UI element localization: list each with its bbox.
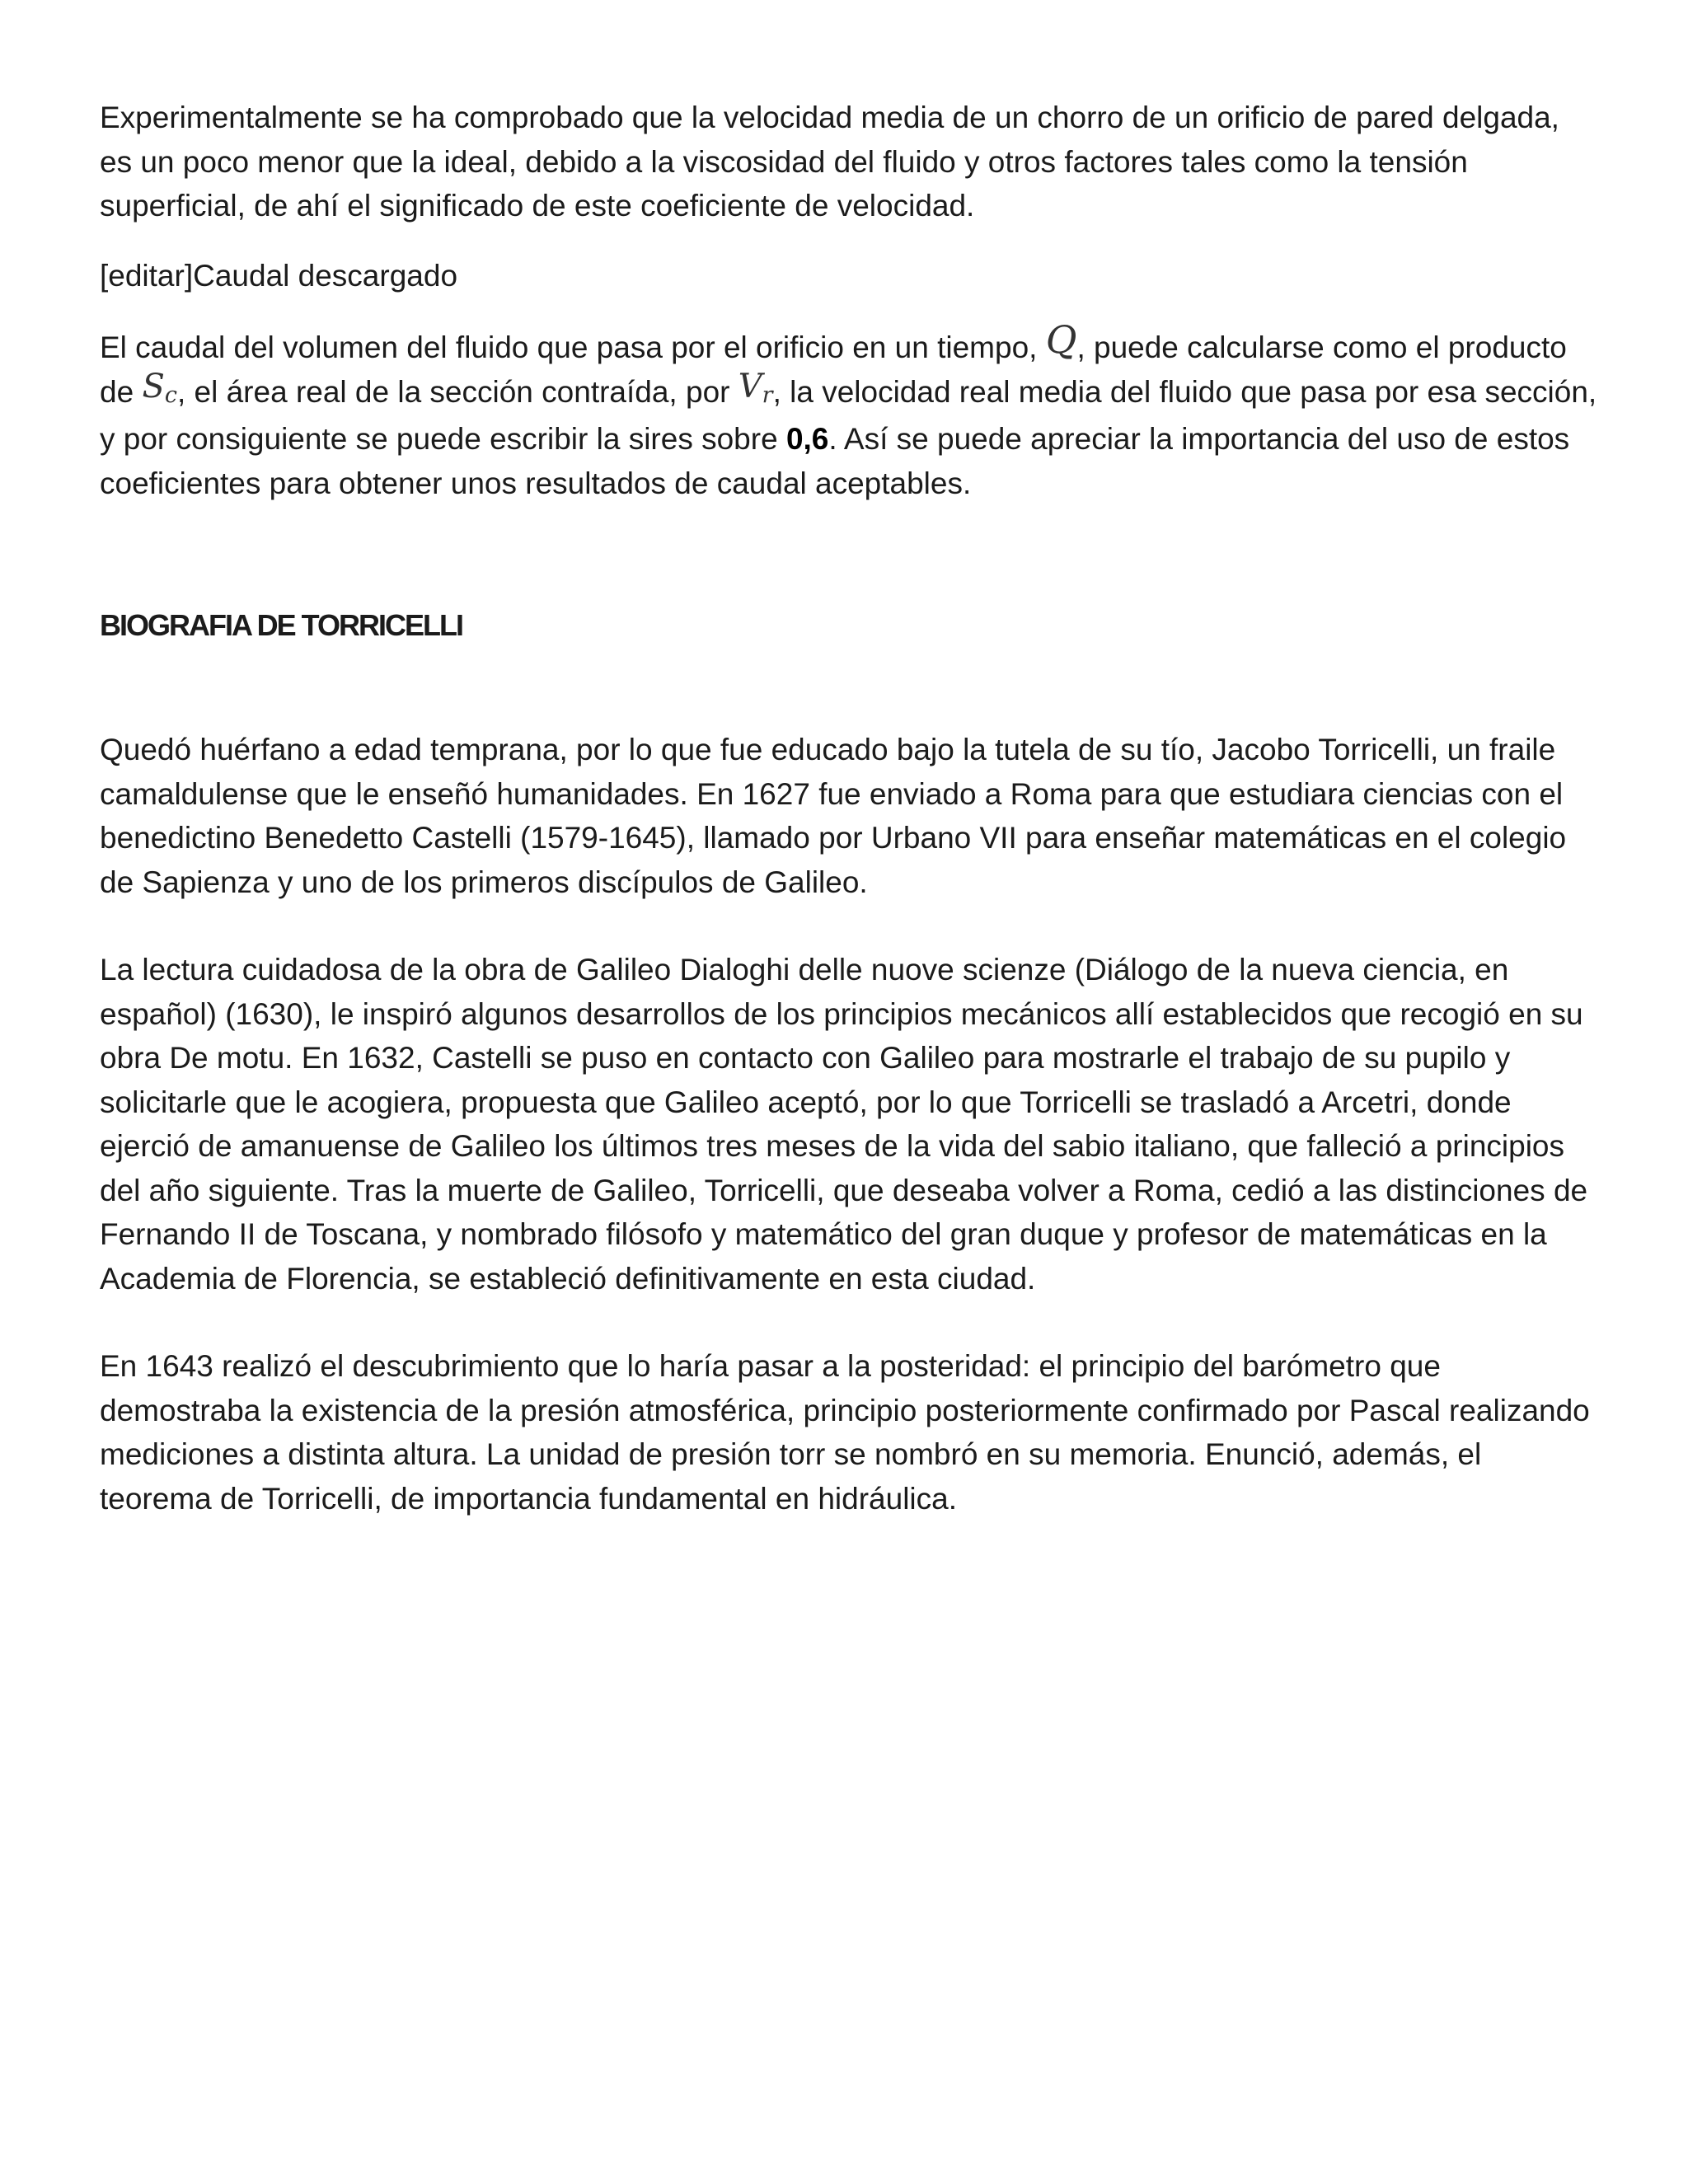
math-s-subscript: c <box>164 382 177 408</box>
biography-paragraph-3: En 1643 realizó el descubrimiento que lo haría pasar a la posteridad: el principio del barómetro que demostraba la existencia de la presión atmosférica, principio posteriormente confirmado por Pascal realizando mediciones a distinta altura. La unidad de presión torr se nombró en su memoria. Enunció, además, el teorema de Torricelli, de importancia fundamental en hidráulica. <box>100 1349 1590 1516</box>
biography-heading: BIOGRAFIA DE TORRICELLI <box>100 608 462 642</box>
section-heading-caudal <box>100 254 1597 298</box>
edit-link[interactable]: [editar] <box>100 258 194 293</box>
math-s-symbol: S <box>142 367 165 405</box>
math-q-symbol: Q <box>1045 317 1077 362</box>
caudal-text-d: , la velocidad real media del fluido que pasa por esa sección, y por consiguiente se puede escribir la sires sobre <box>100 374 1597 456</box>
caudal-text-b: , puede calcularse como el producto de <box>100 330 1567 409</box>
caudal-text-a: El caudal del volumen del fluido que pasa por el orificio en un tiempo, <box>100 330 1046 364</box>
caudal-text-e: . Así se puede apreciar la importancia del uso de estos coeficientes para obtener unos resultados de caudal aceptables. <box>100 422 1570 500</box>
caudal-paragraph <box>100 317 1597 505</box>
math-v-symbol: V <box>738 367 762 405</box>
biography-paragraph-1: Quedó huérfano a edad temprana, por lo que fue educado bajo la tutela de su tío, Jacobo Torricelli, un fraile camaldulense que le enseñó humanidades. En 1627 fue enviado a Roma para que estudiara ciencias con el benedictino Benedetto Castelli (1579-1645), llamado por Urbano VII para enseñar matemáticas en el colegio de Sapienza y uno de los primeros discípulos de Galileo. <box>100 733 1567 899</box>
math-v-subscript: r <box>762 382 773 408</box>
bold-value: 0,6 <box>785 422 829 456</box>
biography-paragraph-2: La lectura cuidadosa de la obra de Galileo Dialoghi delle nuove scienze (Diálogo de la nueva ciencia, en español) (1630), le inspiró algunos desarrollos de los principios mecánicos allí establecidos que recogió en su obra De motu. En 1632, Castelli se puso en contacto con Galileo para mostrarle el trabajo de su pupilo y solicitarle que le acogiera, propuesta que Galileo aceptó, por lo que Torricelli se trasladó a Arcetri, donde ejerció de amanuense de Galileo los últimos tres meses de la vida del sabio italiano, que falleció a principios del año siguiente. Tras la muerte de Galileo, Torricelli, que deseaba volver a Roma, cedió a las distinciones de Fernando II de Toscana, y nombrado filósofo y matemático del gran duque y profesor de matemáticas en la Academia de Florencia, se estableció definitivamente en esta ciudad. <box>100 953 1588 1296</box>
section-title: Caudal descargado <box>193 258 458 293</box>
velocity-coefficient-paragraph: Experimentalmente se ha comprobado que la velocidad media de un chorro de un orificio de pared delgada, es un poco menor que la ideal, debido a la viscosidad del fluido y otros factores tales como la tensión superficial, de ahí el significado de este coeficiente de velocidad. <box>100 101 1559 223</box>
caudal-text-c: , el área real de la sección contraída, por <box>176 374 738 409</box>
